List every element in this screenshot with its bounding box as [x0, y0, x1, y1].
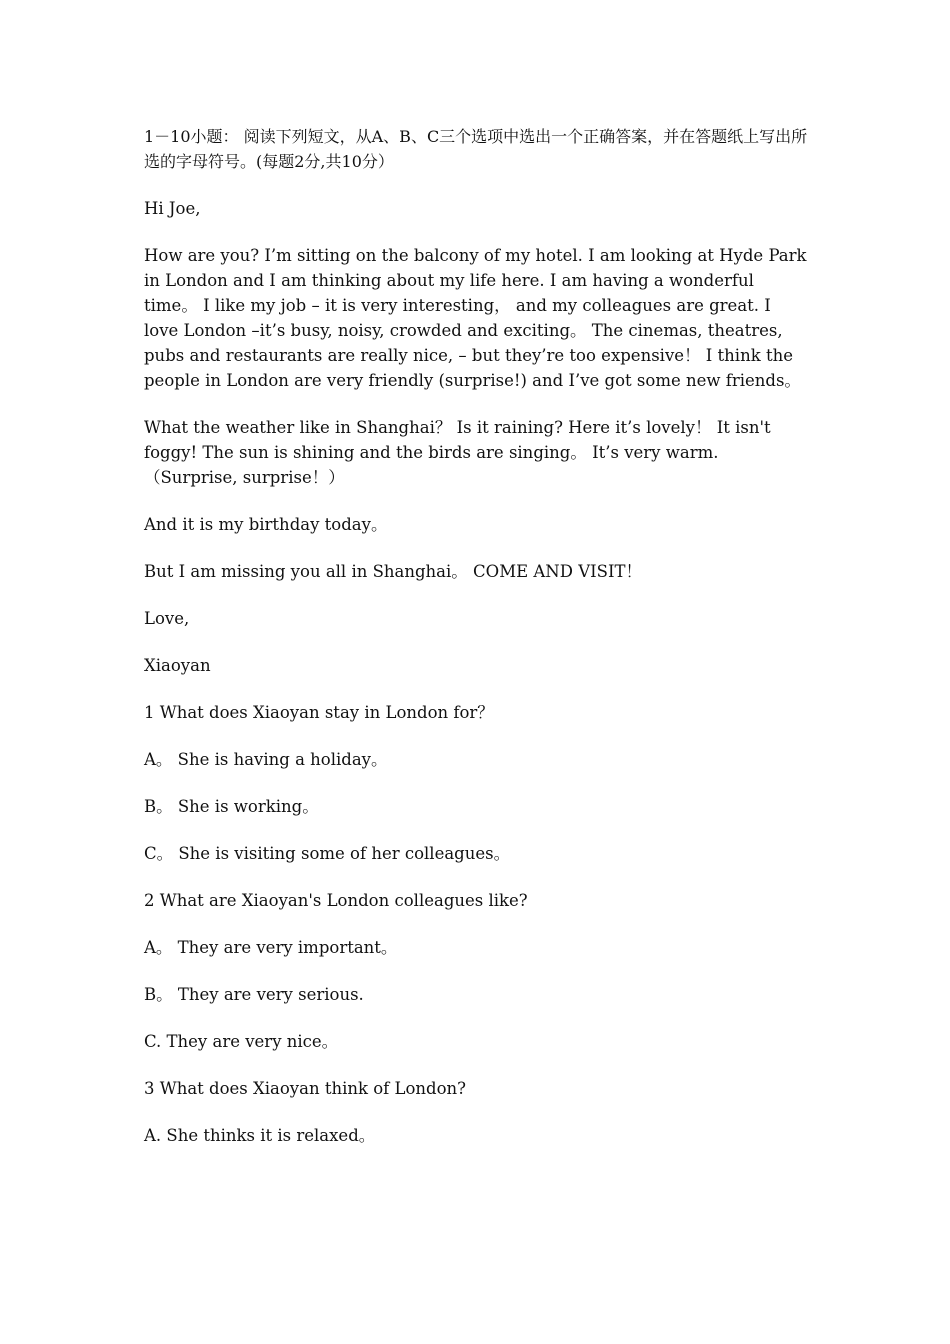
answer-option: A. She thinks it is relaxed。	[144, 1126, 376, 1145]
question-stem: 1 What does Xiaoyan stay in London for？	[144, 703, 494, 722]
letter-paragraph: But I am missing you all in Shanghai。 COME AND VISIT！	[144, 562, 642, 581]
answer-option: B。 They are very serious.	[144, 985, 364, 1004]
letter-paragraph: How are you? I’m sitting on the balcony of my hotel. I am looking at Hyde Park in London and I am thinking about my life here. I am having a wonderful time。 I like my job – it is very interesting， and my colleagues are great. I love London –it’s busy, noisy, crowded and exciting。 The cinemas, theatres, pubs and restaurants are really nice, – but they’re too expensive！ I think the people in London are very friendly (surprise!) and I’ve got some new friends。	[144, 246, 812, 390]
document-page	[144, 124, 812, 1170]
instruction-text: 1－10小题： 阅读下列短文，从A、B、C三个选项中选出一个正确答案，并在答题纸上写出所选的字母符号。(每题2分,共10分）	[144, 127, 808, 171]
answer-option: C。 She is visiting some of her colleagues。	[144, 844, 511, 863]
answer-option: B。 She is working。	[144, 797, 319, 816]
letter-signature: Xiaoyan	[144, 656, 211, 675]
answer-option: C. They are very nice。	[144, 1032, 339, 1051]
answer-option: A。 They are very important。	[144, 938, 398, 957]
letter-paragraph: And it is my birthday today。	[144, 515, 388, 534]
answer-option: A。 She is having a holiday。	[144, 750, 388, 769]
letter-closing: Love,	[144, 609, 190, 628]
letter-paragraph: What the weather like in Shanghai？ Is it raining? Here it’s lovely！ It isn't foggy! The sun is shining and the birds are singing。 It’s very warm.（Surprise, surprise！）	[144, 418, 776, 487]
question-stem: 2 What are Xiaoyan's London colleagues like?	[144, 891, 528, 910]
question-stem: 3 What does Xiaoyan think of London?	[144, 1079, 467, 1098]
letter-greeting: Hi Joe,	[144, 199, 201, 218]
